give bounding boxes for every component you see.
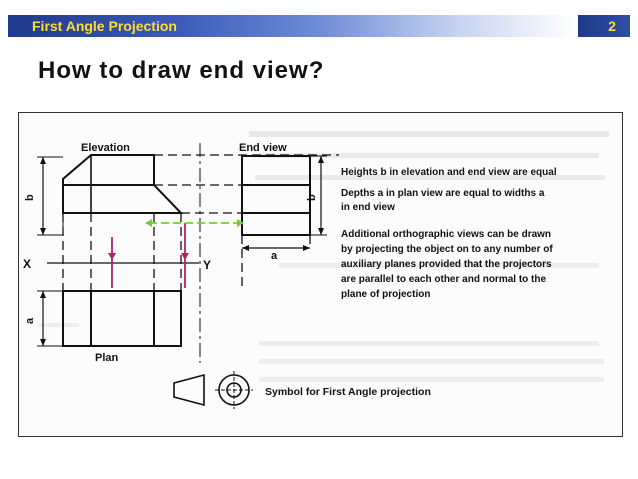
header-bar (8, 15, 630, 37)
highlight-lines (108, 219, 244, 288)
symbol-caption: Symbol for First Angle projection (265, 386, 431, 398)
page-number-box (575, 15, 630, 37)
elevation-label: Elevation (81, 142, 130, 154)
plan-label: Plan (95, 352, 119, 364)
first-angle-symbol (174, 371, 253, 409)
note-line-2: Depths a in plan view are equal to widths a (341, 188, 545, 199)
header-title-area (8, 15, 575, 37)
dim-b-elevation-label: b (24, 194, 36, 201)
dim-b-end-label: b (306, 194, 318, 201)
note-line-7: are parallel to each other and normal to the (341, 274, 547, 285)
projection-figure (18, 112, 623, 437)
frustum-icon (174, 375, 204, 405)
axis-y-label: Y (203, 258, 212, 272)
end-view-outline (242, 156, 310, 235)
page-number: 2 (608, 18, 616, 34)
note-line-1: Heights b in elevation and end view are equal (341, 167, 557, 178)
note-line-5: by projecting the object on to any number of (341, 244, 553, 255)
dim-a-end-label: a (271, 250, 278, 262)
slide-title: How to draw end view? (38, 57, 325, 84)
note-line-8: plane of projection (341, 289, 431, 300)
note-line-4: Additional orthographic views can be drawn (341, 229, 552, 240)
note-line-3: in end view (341, 202, 395, 213)
header-title: First Angle Projection (32, 18, 177, 34)
note-line-6: auxiliary planes provided that the projectors (341, 259, 552, 270)
notes-block (341, 167, 557, 300)
axis-x-label: X (23, 257, 32, 271)
dim-a-plan-label: a (24, 317, 36, 324)
plan-outline (63, 291, 181, 346)
projection-drawing (19, 113, 622, 436)
end-view-label: End view (239, 142, 287, 154)
